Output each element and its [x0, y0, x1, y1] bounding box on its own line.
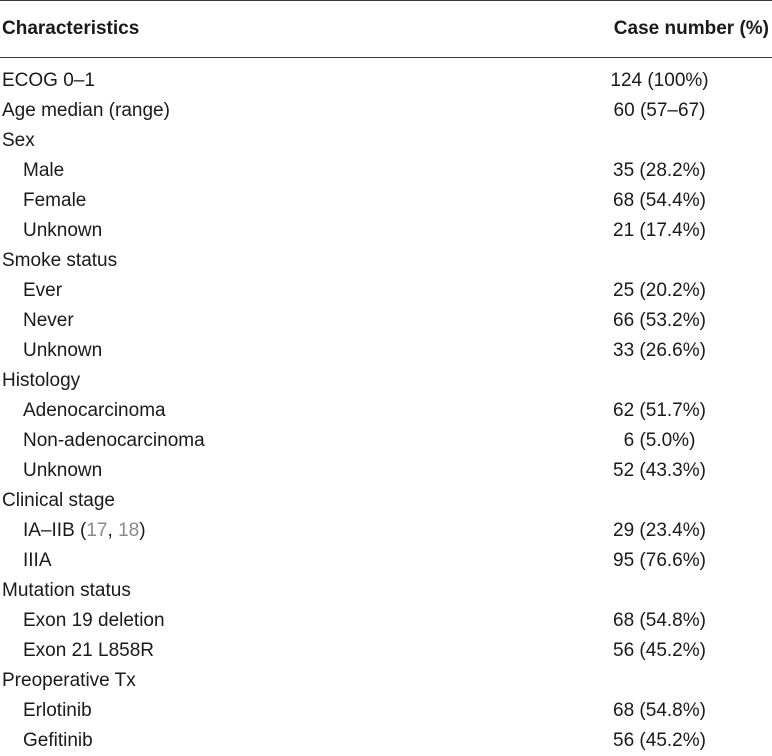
row-label: ECOG 0–1 [2, 70, 95, 91]
table-row [0, 576, 772, 606]
row-value: 56 (45.2%) [613, 640, 706, 661]
label-tail: ) [139, 520, 146, 541]
row-value: 6 (5.0%) [623, 430, 696, 451]
table-row [0, 126, 772, 156]
table-header [0, 15, 772, 45]
header-case-number: Case number (%) [613, 18, 769, 39]
row-label: Erlotinib [23, 700, 92, 721]
row-label: Never [23, 310, 74, 331]
table-row [0, 636, 772, 666]
row-value: 68 (54.8%) [613, 610, 706, 631]
row-value: 95 (76.6%) [613, 550, 706, 571]
reference-link-18[interactable]: 18 [118, 520, 140, 541]
row-value: 68 (54.8%) [613, 700, 706, 721]
reference-link-17[interactable]: 17 [86, 520, 108, 541]
table-row [0, 486, 772, 516]
table-row [0, 66, 772, 96]
table-row [0, 726, 772, 756]
row-value: 68 (54.4%) [613, 190, 706, 211]
row-label: Smoke status [2, 250, 118, 271]
top-rule [0, 0, 772, 1]
row-label: Adenocarcinoma [23, 400, 166, 421]
row-value: 29 (23.4%) [613, 520, 706, 541]
table-row [0, 186, 772, 216]
row-value: 25 (20.2%) [613, 280, 706, 301]
row-label: Preoperative Tx [2, 670, 136, 691]
table-row [0, 666, 772, 696]
row-label: Male [23, 160, 65, 181]
table-row [0, 246, 772, 276]
row-value: 52 (43.3%) [613, 460, 706, 481]
table-row [0, 396, 772, 426]
row-label: Exon 21 L858R [23, 640, 154, 661]
table-row [0, 696, 772, 726]
table-row [0, 336, 772, 366]
table-row [0, 606, 772, 636]
header-rule [0, 57, 772, 58]
table-row [0, 546, 772, 576]
table-row [0, 216, 772, 246]
label-separator: , [107, 520, 119, 541]
row-label: Clinical stage [2, 490, 115, 511]
row-value: 21 (17.4%) [613, 220, 706, 241]
row-value: 35 (28.2%) [613, 160, 706, 181]
row-label: Histology [2, 370, 81, 391]
table-row [0, 306, 772, 336]
table-row [0, 276, 772, 306]
row-label [23, 516, 146, 546]
label-text: IA–IIB ( [23, 520, 87, 541]
row-value: 66 (53.2%) [613, 310, 706, 331]
row-label: Exon 19 deletion [23, 610, 165, 631]
row-label: Ever [23, 280, 63, 301]
row-value: 62 (51.7%) [613, 400, 706, 421]
row-label: Unknown [23, 220, 103, 241]
table-body [0, 66, 772, 756]
row-value: 33 (26.6%) [613, 340, 706, 361]
row-value: 56 (45.2%) [613, 730, 706, 751]
row-label: Unknown [23, 340, 103, 361]
table-row [0, 426, 772, 456]
row-label: Unknown [23, 460, 103, 481]
table-row [0, 156, 772, 186]
header-characteristics: Characteristics [2, 18, 140, 39]
row-label: Non-adenocarcinoma [23, 430, 205, 451]
row-label: Age median (range) [2, 100, 170, 121]
row-value: 60 (57–67) [613, 100, 706, 121]
row-label: Mutation status [2, 580, 131, 601]
table-row [0, 516, 772, 546]
table-row [0, 366, 772, 396]
row-label: IIIA [23, 550, 52, 571]
row-label: Female [23, 190, 87, 211]
table-row [0, 456, 772, 486]
row-label: Sex [2, 130, 35, 151]
row-label: Gefitinib [23, 730, 93, 751]
table-row [0, 96, 772, 126]
row-value: 124 (100%) [610, 70, 709, 91]
